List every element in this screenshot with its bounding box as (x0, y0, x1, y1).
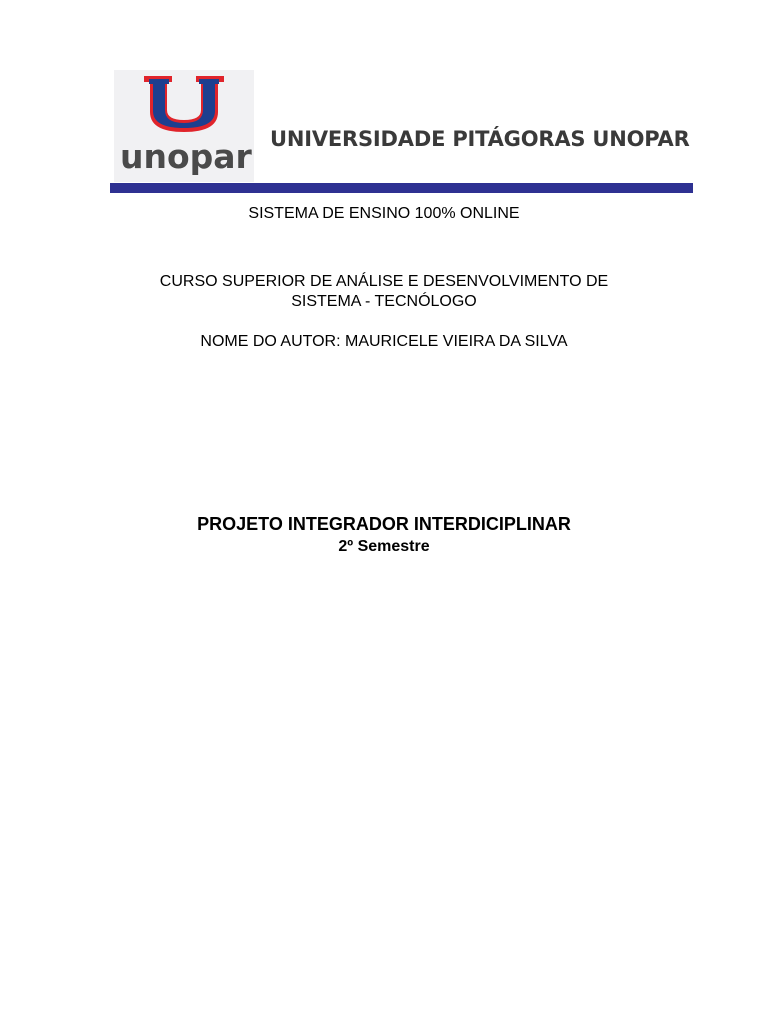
university-name: UNIVERSIDADE PITÁGORAS UNOPAR (270, 127, 690, 151)
semester: 2º Semestre (338, 538, 430, 555)
project-title: PROJETO INTEGRADOR INTERDICIPLINAR (197, 514, 571, 534)
header-rule (110, 183, 693, 193)
course-line-2: SISTEMA - TECNÓLOGO (291, 293, 477, 310)
logo-wordmark: unopar (120, 137, 252, 176)
unopar-logo (114, 70, 254, 182)
course-line-1: CURSO SUPERIOR DE ANÁLISE E DESENVOLVIMENTO DE (159, 273, 609, 290)
teaching-system: SISTEMA DE ENSINO 100% ONLINE (248, 205, 520, 222)
author-name: NOME DO AUTOR: MAURICELE VIEIRA DA SILVA (200, 333, 568, 350)
u-shield-icon (114, 70, 254, 182)
